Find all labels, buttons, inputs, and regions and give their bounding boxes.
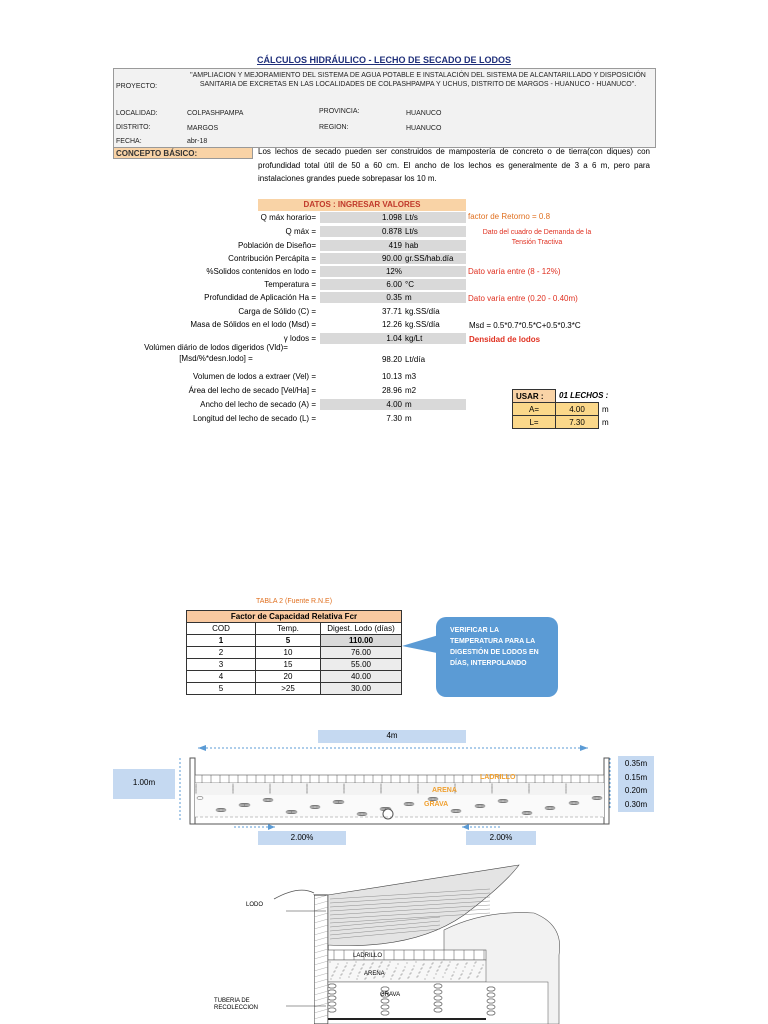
datos-header: DATOS : INGRESAR VALORES [258, 199, 466, 211]
table-row [187, 659, 402, 671]
table-cell: 4 [187, 671, 256, 683]
row-value: 37.71 [381, 307, 402, 316]
tabla2-col: Temp. [256, 623, 321, 635]
concepto-text: Los lechos de secado pueden ser construidos de mampostería de concreto o de tierra(con diques) con profundidad total útil de 50 a 60 cm. El ancho de los lechos es generalmente de 3 a 6 m, pero para instalaciones grandes puede sobrepasar los 10 m. [258, 147, 650, 183]
row-unit: Lt/s [405, 227, 418, 236]
row-value: 419 [388, 241, 402, 250]
row-unit: Lt/s [405, 213, 418, 222]
row-label: %Solidos contenidos en lodo = [206, 267, 316, 276]
a-label: A= [513, 403, 556, 416]
table-cell: 3 [187, 659, 256, 671]
table-row [187, 635, 402, 647]
concepto-label: CONCEPTO BÁSICO: [113, 147, 253, 159]
tabla2 [186, 610, 402, 695]
localidad-label: LOCALIDAD: [116, 110, 158, 117]
row-value: 28.96 [381, 386, 402, 395]
tabla2-col: Digest. Lodo (días) [321, 623, 402, 635]
row-unit: kg.SS/día [405, 307, 440, 316]
table-cell: >25 [256, 683, 321, 695]
section-arena-label: ARENA [364, 971, 385, 977]
row-unit: gr.SS/hab.día [405, 254, 454, 263]
row-label: Q máx = [285, 227, 316, 236]
row-unit: °C [405, 280, 414, 289]
table-cell: 40.00 [321, 671, 402, 683]
tabla2-caption: TABLA 2 (Fuente R.N.E) [255, 598, 333, 605]
lodo-label: LODO [246, 902, 264, 908]
tabla2-col: COD [187, 623, 256, 635]
row-unit: m [405, 400, 412, 409]
row-value: 90.00 [381, 254, 402, 263]
fecha-label: FECHA: [116, 138, 142, 145]
row-unit: m [405, 293, 412, 302]
row-label: Contribución Percápita = [228, 254, 316, 263]
row-unit: m2 [405, 386, 417, 395]
region-label: REGION: [319, 124, 349, 131]
row-value: 0.35 [386, 293, 402, 302]
row-value: 0.878 [381, 227, 402, 236]
layer-label: 0.30m [624, 799, 648, 809]
row-label: Profundidad de Aplicación Ha = [204, 293, 316, 302]
rango-solidos-note: Dato varía entre (8 - 12%) [468, 267, 561, 276]
provincia-value: HUANUCO [406, 110, 442, 117]
localidad-value: COLPASHPAMPA [187, 110, 244, 117]
row-unit: m3 [405, 372, 417, 381]
section-ladrillo-label: LADRILLO [353, 953, 383, 959]
table-cell: 76.00 [321, 647, 402, 659]
table-row [187, 647, 402, 659]
row-label: Temperatura = [264, 280, 316, 289]
densidad-note: Densidad de lodos [469, 335, 541, 344]
a-value: 4.00 [556, 403, 599, 416]
region-value: HUANUCO [406, 125, 442, 132]
row-unit: kg/Lt [405, 334, 423, 343]
factor-retorno-note: factor de Retorno = 0.8 [468, 212, 551, 221]
page-title: CÁLCULOS HIDRÁULICO - LECHO DE SECADO DE LODOS [256, 55, 511, 65]
proyecto-value: "AMPLIACION Y MEJORAMIENTO DEL SISTEMA DE AGUA POTABLE E INSTALACIÓN DEL SISTEMA DE ALCANTARILLADO Y DISPOSICIÓN SANITARIA DE EXCRETAS EN LAS LOCALIDADES DE COLPASHPAMPA Y UCHUS, DISTRITO DE MARGOS - HUANUCO - HUANUCO". [190, 72, 646, 88]
tabla2-header: Factor de Capacidad Relativa Fcr [187, 611, 402, 623]
section-grava-label: GRAVA [380, 992, 401, 998]
row-label: Población de Diseño= [237, 241, 316, 250]
row-label: Área del lecho de secado [Vel/Ha] = [188, 386, 316, 395]
row-value: 10.13 [381, 372, 402, 381]
row-unit: Lt/día [405, 355, 426, 364]
layer-labels [618, 757, 654, 811]
row-label: Carga de Sólido (C) = [238, 307, 316, 316]
table-cell: 55.00 [321, 659, 402, 671]
project-header [113, 68, 656, 148]
table-row [187, 671, 402, 683]
msd-formula: Msd = 0.5*0.7*0.5*C+0.5*0.3*C [469, 321, 581, 330]
table-cell: 30.00 [321, 683, 402, 695]
table-cell: 5 [256, 635, 321, 647]
ladrillo-label: LADRILLO [480, 774, 516, 781]
height-label: 1.00m [132, 778, 156, 787]
arena-label: ARENA [432, 787, 457, 794]
width-label: 4m [386, 731, 398, 740]
layer-label: 0.20m [624, 786, 648, 795]
table-row [187, 683, 402, 695]
l-value: 7.30 [556, 416, 599, 429]
table-cell: 2 [187, 647, 256, 659]
tuberia-label: TUBERIA DE RECOLECCION [214, 998, 259, 1011]
row-unit: kg.SS/día [405, 320, 440, 329]
table-cell: 15 [256, 659, 321, 671]
row-value: 7.30 [386, 414, 402, 423]
row-label: Longitud del lecho de secado (L) = [193, 414, 316, 423]
table-cell: 1 [187, 635, 256, 647]
layer-label: 0.35m [624, 759, 648, 768]
row-label: Masa de Sólidos en el lodo (Msd) = [190, 320, 316, 329]
provincia-label: PROVINCIA: [319, 108, 360, 115]
a-unit: m [602, 404, 609, 414]
row-value: 1.04 [386, 334, 402, 343]
row-value: 4.00 [386, 400, 402, 409]
row-unit: m [405, 414, 412, 423]
lechos-label: 01 LECHOS : [559, 391, 609, 401]
row-label: Q máx horario= [260, 213, 316, 222]
table-cell: 20 [256, 671, 321, 683]
row-label: Volúmen diário de lodos digeridos (Vld)=[Msd/%*desn.lodo] = [144, 343, 288, 363]
usar-label: USAR : [513, 390, 556, 403]
table-cell: 10 [256, 647, 321, 659]
dato-cuadro-note: Dato del cuadro de Demanda de la Tensión Tractiva [482, 229, 592, 246]
l-label: L= [513, 416, 556, 429]
row-value: 98.20 [381, 355, 402, 364]
distrito-label: DISTRITO: [116, 124, 151, 131]
grava-label: GRAVA [424, 801, 449, 808]
lecho-cross-section-diagram [110, 728, 670, 848]
distrito-value: MARGOS [187, 125, 219, 132]
row-label: Volumen de lodos a extraer (Vel) = [193, 372, 316, 381]
layer-label: 0.15m [624, 772, 648, 782]
row-value: 1.098 [381, 213, 402, 222]
slope-left-label: 2.00% [290, 833, 314, 842]
row-unit: hab [405, 241, 419, 250]
slope-right-label: 2.00% [489, 833, 513, 842]
usar-box [512, 389, 612, 429]
row-label: γ lodos = [283, 334, 316, 343]
table-cell: 5 [187, 683, 256, 695]
fecha-value: abr-18 [187, 138, 208, 145]
table-cell: 110.00 [321, 635, 402, 647]
proyecto-label: PROYECTO: [116, 83, 158, 90]
verificar-callout: VERIFICAR LA TEMPERATURA PARA LA DIGESTIÓN DE LODOS EN DÍAS, INTERPOLANDO [436, 617, 558, 697]
row-value: 12% [385, 267, 402, 276]
l-unit: m [602, 417, 609, 427]
row-value: 12.26 [381, 320, 402, 329]
row-value: 6.00 [386, 280, 402, 289]
rango-profundidad-note: Dato varía entre (0.20 - 0.40m) [468, 294, 578, 303]
row-label: Ancho del lecho de secado (A) = [200, 400, 316, 409]
